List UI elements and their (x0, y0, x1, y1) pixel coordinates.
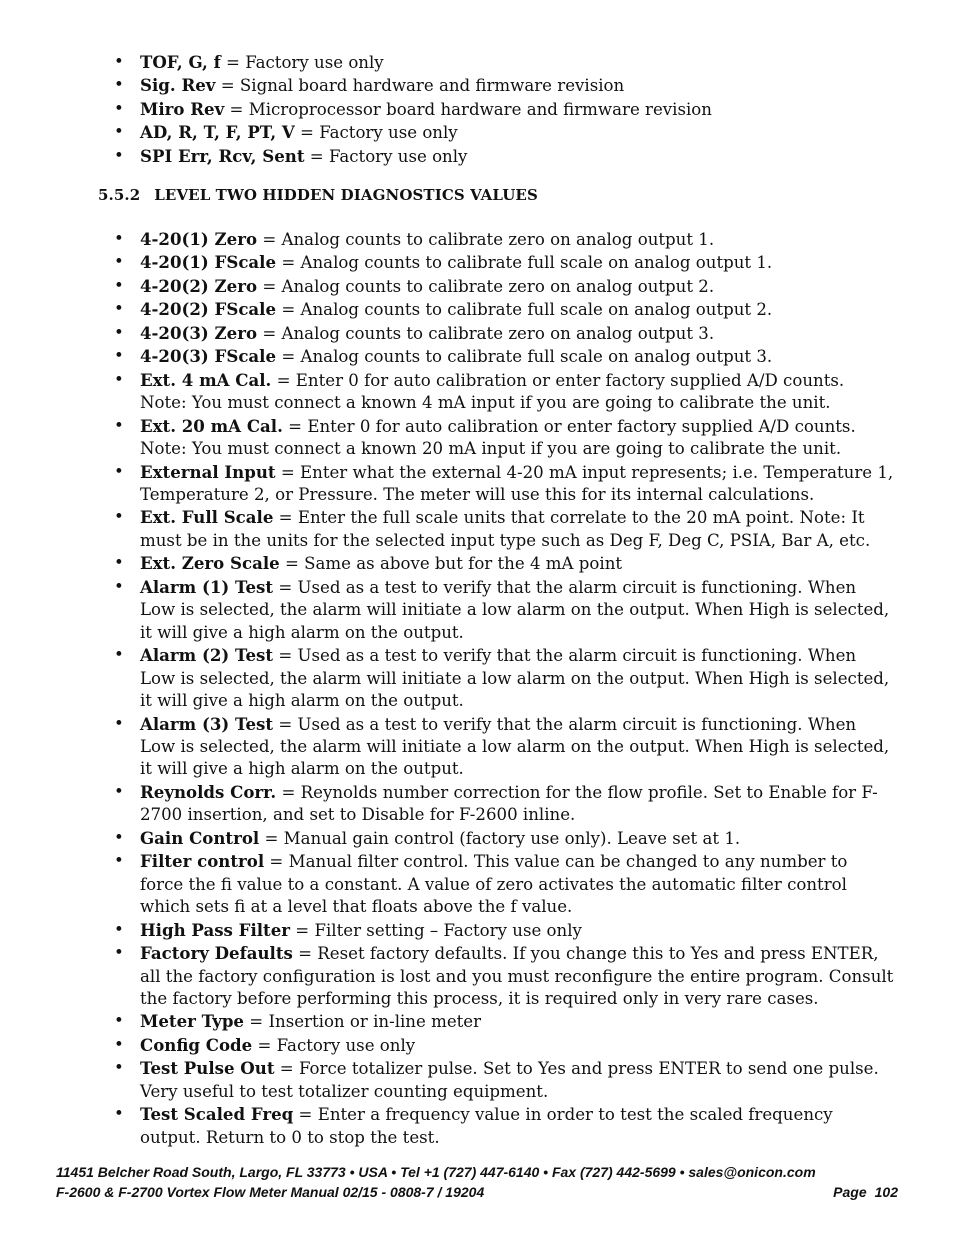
page-label: Page (833, 1184, 867, 1200)
item-description: = Enter 0 for auto calibration or enter factory supplied A/D counts. Note: You must connect a known 4 mA input if you are going to calibrate the unit. (140, 370, 845, 413)
item-term: 4-20(1) FScale (140, 252, 277, 273)
section-heading (98, 186, 538, 204)
section-title: LEVEL TWO HIDDEN DIAGNOSTICS VALUES (154, 186, 538, 204)
item-description: = Filter setting – Factory use only (290, 920, 582, 940)
list-item (114, 345, 894, 368)
item-description: = Factory use only (304, 146, 468, 166)
list-item (114, 506, 894, 552)
list-item (114, 461, 894, 507)
item-term: High Pass Filter (140, 919, 291, 940)
item-description: = Factory use only (294, 123, 458, 143)
item-description: = Analog counts to calibrate full scale on analog output 1. (276, 253, 773, 273)
item-description: = Enter what the external 4-20 mA input represents; i.e. Temperature 1, Temperature 2, or Pressure. The meter will use this for its internal calculations. (140, 462, 894, 504)
list-item (114, 251, 894, 274)
item-description: = Microprocessor board hardware and firmware revision (224, 99, 712, 119)
list-item (114, 1010, 894, 1033)
item-term: Filter control (140, 851, 265, 872)
item-description: = Used as a test to verify that the alarm circuit is functioning. When Low is selected, the alarm will initiate a low alarm on the output. When High is selected, it will give a high alarm on the output. (140, 646, 890, 711)
item-description: = Analog counts to calibrate zero on analog output 1. (257, 230, 715, 249)
list-item (114, 942, 894, 1010)
item-term: Alarm (1) Test (140, 576, 274, 597)
list-item (114, 576, 894, 644)
footer-manual-line (56, 1183, 898, 1201)
item-description: = Enter the full scale units that correlate to the 20 mA point. Note: It must be in the units for the selected input type such as Deg F, Deg C, PSIA, Bar A, etc. (140, 508, 871, 550)
item-term: Alarm (2) Test (140, 645, 274, 666)
item-description: = Insertion or in-line meter (244, 1012, 482, 1032)
item-description: = Analog counts to calibrate full scale on analog output 2. (276, 300, 773, 320)
item-term: 4-20(3) Zero (140, 322, 258, 343)
item-term: Miro Rev (140, 98, 225, 119)
list-item (114, 275, 894, 298)
list-item (114, 121, 894, 144)
item-description: = Same as above but for the 4 mA point (279, 554, 623, 574)
item-term: Test Pulse Out (140, 1058, 275, 1079)
footer-manual-title: F-2600 & F-2700 Vortex Flow Meter Manual 02/15 - 0808-7 / 19204 (56, 1184, 485, 1200)
item-term: Config Code (140, 1034, 253, 1055)
item-term: 4-20(2) Zero (140, 275, 258, 296)
item-term: Ext. 4 mA Cal. (140, 369, 272, 390)
item-description: = Enter a frequency value in order to test the scaled frequency output. Return to 0 to stop the test. (140, 1105, 833, 1147)
list-item (114, 369, 894, 415)
item-description: = Force totalizer pulse. Set to Yes and press ENTER to send one pulse. Very useful to test totalizer counting equipment. (140, 1059, 879, 1101)
list-item (114, 1034, 894, 1057)
item-term: Gain Control (140, 827, 260, 848)
diagnostics-bullet-list (114, 228, 894, 1149)
item-description: = Factory use only (252, 1035, 416, 1055)
list-item (114, 415, 894, 461)
list-item (114, 51, 894, 74)
item-description: = Analog counts to calibrate full scale on analog output 3. (276, 347, 773, 367)
list-item (114, 827, 894, 850)
list-item (114, 322, 894, 345)
item-description: = Analog counts to calibrate zero on analog output 2. (257, 276, 715, 296)
item-term: SPI Err, Rcv, Sent (140, 145, 305, 166)
list-item (114, 298, 894, 321)
list-item (114, 1103, 894, 1149)
list-item (114, 145, 894, 168)
item-description: = Used as a test to verify that the alarm circuit is functioning. When Low is selected, the alarm will initiate a low alarm on the output. When High is selected, it will give a high alarm on the output. (140, 714, 890, 779)
item-term: Sig. Rev (140, 75, 216, 96)
item-term: TOF, G, f (140, 52, 221, 72)
top-bullet-list (114, 51, 894, 168)
footer-address: 11451 Belcher Road South, Largo, FL 33773 • USA • Tel +1 (727) 447-6140 • Fax (727) 442-5699 • sales@onicon.com (56, 1164, 816, 1180)
item-term: AD, R, T, F, PT, V (140, 122, 295, 143)
item-term: 4-20(2) FScale (140, 299, 277, 320)
item-term: Ext. Zero Scale (140, 553, 280, 574)
item-description: = Signal board hardware and firmware revision (215, 76, 625, 96)
list-item (114, 74, 894, 97)
item-description: = Used as a test to verify that the alarm circuit is functioning. When Low is selected, the alarm will initiate a low alarm on the output. When High is selected, it will give a high alarm on the output. (140, 577, 890, 642)
item-description: = Factory use only (220, 53, 384, 72)
item-term: Ext. Full Scale (140, 507, 274, 528)
list-item (114, 850, 894, 918)
item-term: Test Scaled Freq (140, 1104, 294, 1125)
item-term: Factory Defaults (140, 943, 293, 964)
item-description: = Manual gain control (factory use only). Leave set at 1. (259, 828, 741, 848)
list-item (114, 919, 894, 942)
item-term: Ext. 20 mA Cal. (140, 415, 283, 436)
item-term: External Input (140, 461, 276, 482)
item-description: = Reset factory defaults. If you change this to Yes and press ENTER, all the factory configuration is lost and you must reconfigure the entire program. Consult the factory before performing this process, it is required only in very rare cases. (140, 944, 894, 1008)
item-term: Alarm (3) Test (140, 713, 274, 734)
item-term: 4-20(3) FScale (140, 346, 277, 367)
item-description: = Analog counts to calibrate zero on analog output 3. (257, 323, 715, 343)
item-description: = Enter 0 for auto calibration or enter factory supplied A/D counts. Note: You must connect a known 20 mA input if you are going to calibrate the unit. (140, 416, 856, 459)
list-item (114, 98, 894, 121)
list-item (114, 552, 894, 575)
list-item (114, 713, 894, 781)
page-number-block (825, 1183, 898, 1201)
list-item (114, 644, 894, 712)
list-item (114, 781, 894, 827)
item-description: = Manual filter control. This value can be changed to any number to force the fi value to a constant. A value of zero activates the automatic filter control which sets fi at a level that floats above the f value. (140, 852, 848, 917)
item-term: Reynolds Corr. (140, 781, 277, 802)
item-description: = Reynolds number correction for the flow profile. Set to Enable for F-2700 insertion, and set to Disable for F-2600 inline. (140, 782, 878, 825)
list-item (114, 228, 894, 251)
item-term: Meter Type (140, 1011, 244, 1032)
list-item (114, 1057, 894, 1103)
page-number: 102 (874, 1184, 898, 1200)
item-term: 4-20(1) Zero (140, 229, 258, 249)
section-number: 5.5.2 (98, 186, 141, 204)
